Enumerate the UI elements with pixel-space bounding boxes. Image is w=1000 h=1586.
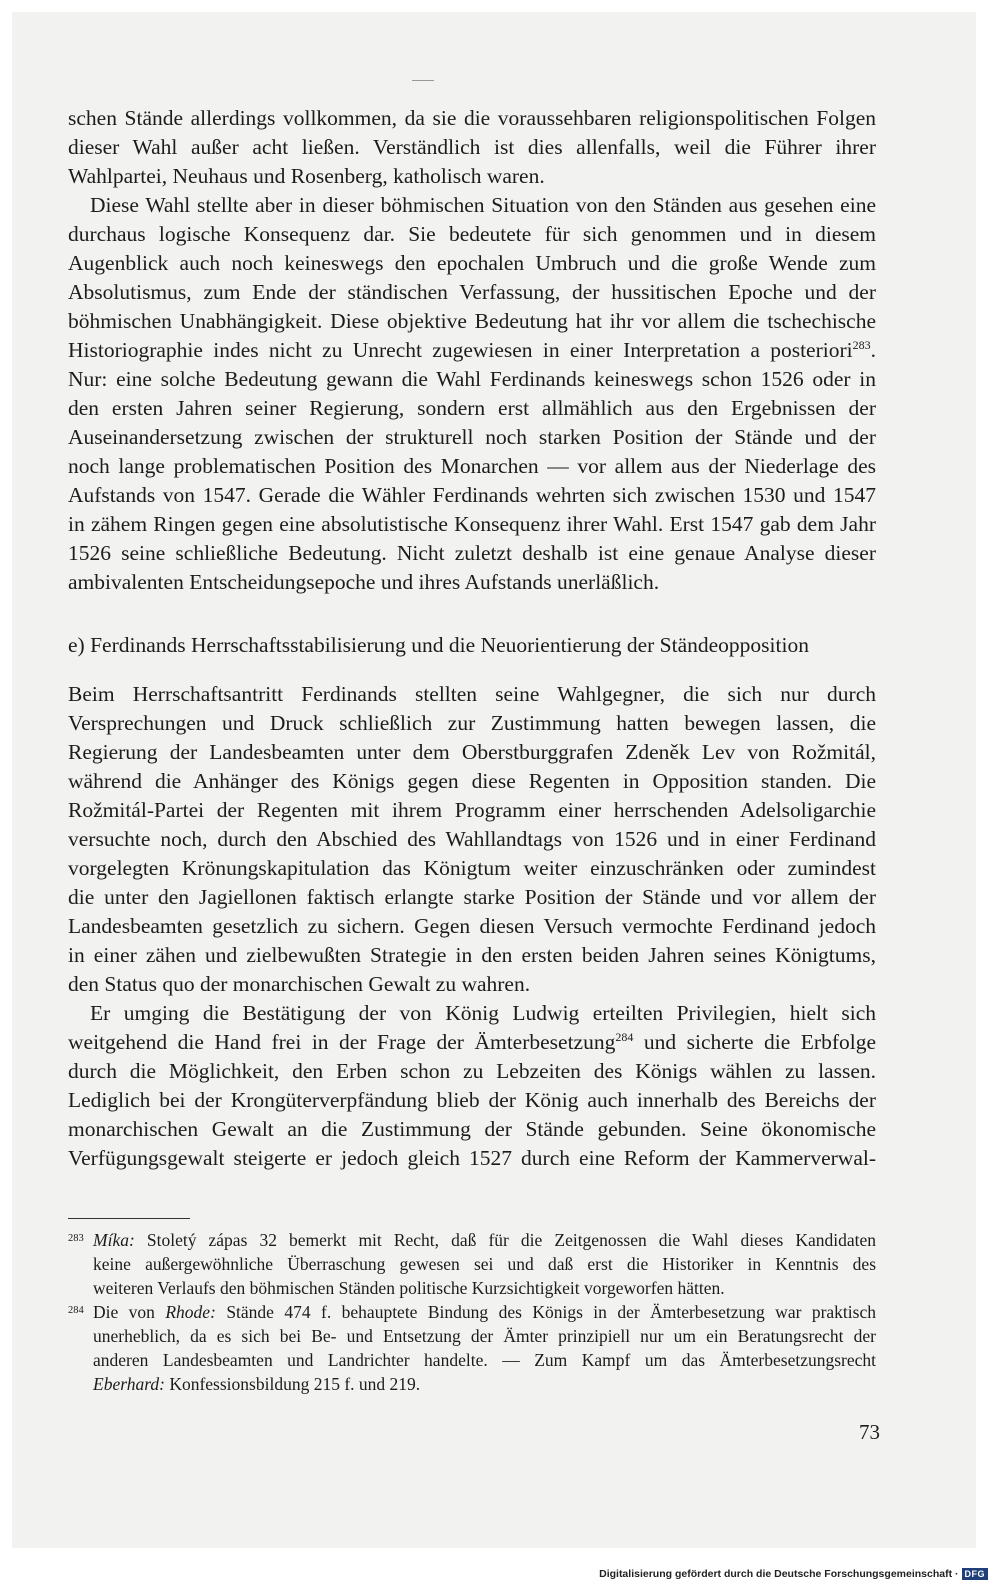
footnote-author: Rhode: <box>165 1302 216 1322</box>
text-line: durch die Möglichkeit, den Erben schon zu Lebzeiten des Königs wählen zu lassen. <box>68 1059 876 1083</box>
footnote-author: Eberhard: <box>93 1374 165 1394</box>
banner-text: Digitalisierung gefördert durch die Deutsche Forschungsgemeinschaft · <box>599 1568 959 1580</box>
scan-mark <box>412 80 434 81</box>
footnote-text: Die von <box>93 1302 166 1322</box>
text-fragment: und sicherte die Erbfolge <box>633 1030 876 1054</box>
text-line: den Status quo der monarchischen Gewalt zu wahren. <box>68 972 531 996</box>
footnote-line: unerheblich, da es sich bei Be- und Entsetzung der Ämter prinzipiell nur um ein Beratungsrecht der <box>93 1326 876 1346</box>
footnote-line <box>93 1372 876 1396</box>
text-line: Landesbeamten gesetzlich zu sichern. Gegen diesen Versuch vermochte Ferdinand jedoch <box>68 914 876 938</box>
text-line: schen Stände allerdings vollkommen, da sie die voraussehbaren religionspolitischen Folgen <box>68 106 876 130</box>
footnote-line <box>93 1228 876 1252</box>
text-line: monarchischen Gewalt an die Zustimmung der Stände gebunden. Seine ökonomische <box>68 1117 876 1141</box>
footnote-number: 283 <box>68 1233 84 1244</box>
punctuation: . <box>870 338 876 362</box>
page-number: 73 <box>859 1420 880 1444</box>
text-line-with-footnote <box>68 336 876 365</box>
text-line: Beim Herrschaftsantritt Ferdinands stellten seine Wahlgegner, die sich nur durch <box>68 682 876 706</box>
text-line: versuchte noch, durch den Abschied des Wahllandtags von 1526 und in einer Ferdinand <box>68 827 876 851</box>
text-line: Nur: eine solche Bedeutung gewann die Wahl Ferdinands keineswegs schon 1526 oder in <box>68 367 876 391</box>
text-line: Er umging die Bestätigung der von König Ludwig erteilten Privilegien, hielt sich <box>90 1001 876 1025</box>
text-line: Absolutismus, zum Ende der ständischen Verfassung, der hussitischen Epoche und der <box>68 280 876 304</box>
footnote-line <box>93 1300 876 1324</box>
text-line: Auseinandersetzung zwischen der strukturell noch starken Position der Stände und der <box>68 425 876 449</box>
text-line: die unter den Jagiellonen faktisch erlangte starke Position der Stände und vor allem der <box>68 885 876 909</box>
text-line: noch lange problematischen Position des Monarchen — vor allem aus der Niederlage des <box>68 454 876 478</box>
text-line: durchaus logische Konsequenz dar. Sie bedeutete für sich genommen und in diesem <box>68 222 876 246</box>
text-line: in einer zähen und zielbewußten Strategie in den ersten beiden Jahren seines Königtums, <box>68 943 876 967</box>
text-line: Augenblick auch noch keineswegs den epochalen Umbruch und die große Wende zum <box>68 251 876 275</box>
footnote-author: Míka: <box>93 1230 135 1250</box>
text-line: dieser Wahl außer acht ließen. Verständlich ist dies allenfalls, weil die Führer ihrer <box>68 135 876 159</box>
footnote-text: Konfessionsbildung 215 f. und 219. <box>164 1374 421 1394</box>
text-line: Lediglich bei der Krongüterverpfändung blieb der König auch innerhalb des Bereichs der <box>68 1088 876 1112</box>
footnote-number: 284 <box>68 1305 84 1316</box>
digitization-banner <box>599 1568 988 1580</box>
text-line: in zähem Ringen gegen eine absolutistische Konsequenz ihrer Wahl. Erst 1547 gab dem Jahr <box>68 512 876 536</box>
text-line: Rožmitál-Partei der Regenten mit ihrem Programm einer herrschenden Adelsoligarchie <box>68 798 876 822</box>
text-line: Aufstands von 1547. Gerade die Wähler Ferdinands wehrten sich zwischen 1530 und 1547 <box>68 483 876 507</box>
text-line: vorgelegten Krönungskapitulation das Königtum weiter einzuschränken oder zumindest <box>68 856 876 880</box>
footnote-line: anderen Landesbeamten und Landrichter handelte. — Zum Kampf um das Ämterbesetzungsrecht <box>93 1350 876 1370</box>
footnote-divider <box>68 1218 190 1219</box>
text-line: Diese Wahl stellte aber in dieser böhmischen Situation von den Ständen aus gesehen eine <box>90 193 876 217</box>
section-heading: e) Ferdinands Herrschaftsstabilisierung und die Neuorientierung der Ständeopposition <box>68 633 809 657</box>
footnote-ref[interactable]: 284 <box>615 1029 634 1044</box>
text-line: weitgehend die Hand frei in der Frage der Ämterbesetzung <box>68 1030 616 1054</box>
text-line: Regierung der Landesbeamten unter dem Oberstburggrafen Zdeněk Lev von Rožmitál, <box>68 740 876 764</box>
text-line: Historiographie indes nicht zu Unrecht zugewiesen in einer Interpretation a posteriori <box>68 338 853 362</box>
dfg-logo: DFG <box>962 1568 989 1580</box>
footnote-text: Stände 474 f. behauptete Bindung des Königs in der Ämterbesetzung war praktisch <box>215 1302 876 1322</box>
footnote-line: keine außergewöhnliche Überraschung gewesen sei und daß erst die Historiker in Kenntnis des <box>93 1254 876 1274</box>
text-line: 1526 seine schließliche Bedeutung. Nicht zuletzt deshalb ist eine genaue Analyse dieser <box>68 541 876 565</box>
footnote-text: Stoletý zápas 32 bemerkt mit Recht, daß für die Zeitgenossen die Wahl dieses Kandidaten <box>134 1230 876 1250</box>
text-line: Versprechungen und Druck schließlich zur Zustimmung hatten bewegen lassen, die <box>68 711 876 735</box>
footnote-line: weiteren Verlaufs den böhmischen Ständen politische Kurzsichtigkeit vorgeworfen hätten. <box>93 1278 725 1298</box>
text-line: während die Anhänger des Königs gegen diese Regenten in Opposition standen. Die <box>68 769 876 793</box>
text-line: Verfügungsgewalt steigerte er jedoch gleich 1527 durch eine Reform der Kammerverwal- <box>68 1146 876 1170</box>
footnote-ref[interactable]: 283 <box>852 337 871 352</box>
text-line: böhmischen Unabhängigkeit. Diese objektive Bedeutung hat ihr vor allem die tschechische <box>68 309 876 333</box>
text-line: ambivalenten Entscheidungsepoche und ihres Aufstands unerläßlich. <box>68 570 660 594</box>
text-line: Wahlpartei, Neuhaus und Rosenberg, katholisch waren. <box>68 164 545 188</box>
text-line-with-footnote <box>68 1028 876 1057</box>
text-line: den ersten Jahren seiner Regierung, sondern erst allmählich aus den Ergebnissen der <box>68 396 876 420</box>
